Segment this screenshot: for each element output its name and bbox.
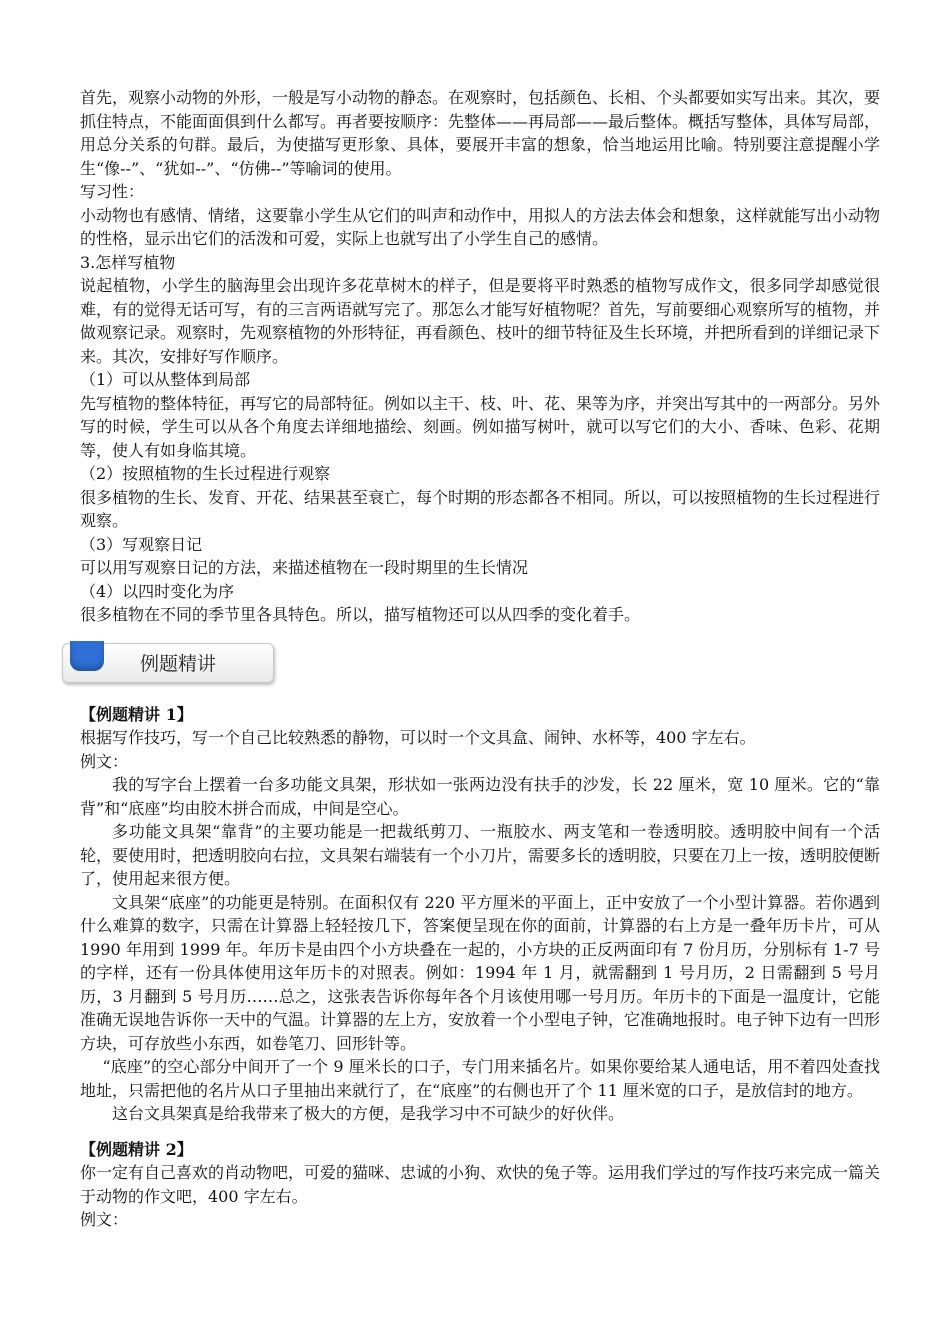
section-badge-icon (70, 641, 104, 671)
example-1-paragraph-3: 文具架“底座”的功能更是特别。在面积仅有 220 平方厘米的平面上，正中安放了一个小型计算器。若你遇到什么难算的数字，只需在计算器上轻轻按几下，答案便呈现在你的面前，计算器的右上方是一叠年历卡片，可从 1990 年用到 1999 年。年历卡是由四个小方块叠在一起的，小方块的正反两面印有 7 份月历，分别标有 1-7 号的字样，还有一份具体使用这年历卡的对照表。例如：1994 年 1 月，就需翻到 1 号月历，2 日需翻到 5 号月历，3 月翻到 5 号月历……总之，这张表告诉你每年各个月该使用哪一号月历。年历卡的下面是一温度计，它能准确无误地告诉你一天中的气温。计算器的左上方，安放着一个小型电子钟，它准确地报时。电子钟下边有一凹形方块，可存放些小东西，如卷笔刀、回形针等。 (80, 892, 881, 1053)
example-1-prompt: 根据写作技巧，写一个自己比较熟悉的静物，可以时一个文具盒、闹钟、水杯等，400 字左右。 (80, 728, 756, 747)
section-header (62, 643, 880, 687)
intro-paragraph-11: 可以用写观察日记的方法，来描述植物在一段时期里的生长情况 (80, 558, 529, 577)
intro-item-3: （3）写观察日记 (80, 534, 203, 554)
intro-item-4: （4）以四时变化为序 (80, 581, 235, 601)
example-1-paragraph-1: 我的写字台上摆着一台多功能文具架，形状如一张两边没有扶手的沙发，长 22 厘米，宽 10 厘米。它的“靠背”和“底座”均由胶木拼合而成，中间是空心。 (80, 775, 880, 818)
example-1-paragraph-2: 多功能文具架“靠背”的主要功能是一把裁纸剪刀、一瓶胶水、两支笔和一卷透明胶。透明胶中间有一个活轮，要使用时，把透明胶向右拉，文具架右端装有一个小刀片，需要多长的透明胶，只要在刀上一按，透明胶便断了，使用起来很方便。 (80, 822, 881, 888)
example-2-title: 【例题精讲 2】 (80, 1139, 193, 1159)
intro-heading-plants: 3.怎样写植物 (80, 252, 176, 272)
intro-paragraph-5: 说起植物，小学生的脑海里会出现许多花草树木的样子，但是要将平时熟悉的植物写成作文，很多同学却感觉很难，有的觉得无话可写，有的三言两语就写完了。那怎么才能写好植物呢？首先，写前要细心观察所写的植物，并做观察记录。观察时，先观察植物的外形特征，再看颜色、枝叶的细节特征及生长环境，并把所看到的详细记录下来。其次，安排好写作顺序。 (80, 276, 881, 366)
intro-paragraph-7: 先写植物的整体特征，再写它的局部特征。例如以主干、枝、叶、花、果等为序，并突出写其中的一两部分。另外写的时候，学生可以从各个角度去详细地描绘、刻画。例如描写树叶，就可以写它们的大小、香味、色彩、花期等，使人有如身临其境。 (80, 393, 881, 460)
intro-paragraph-1: 首先，观察小动物的外形，一般是写小动物的静态。在观察时，包括颜色、长相、个头都要如实写出来。其次，要抓住特点，不能面面俱到什么都写。再者要按顺序：先整体——再局部——最后整体。概括写整体，具体写局部，用总分关系的句群。最后，为使描写更形象、具体，要展开丰富的想象，恰当地运用比喻。特别要注意提醒小学生“像--”、“犹如--”、“仿佛--”等喻词的使用。 (80, 88, 881, 178)
example-2-prompt: 你一定有自己喜欢的肖动物吧，可爱的猫咪、忠诚的小狗、欢快的兔子等。运用我们学过的写作技巧来完成一篇关于动物的作文吧，400 字左右。 (80, 1163, 881, 1206)
example-1-label: 例文： (80, 751, 129, 771)
example-1-title: 【例题精讲 1】 (80, 704, 193, 724)
document-page (80, 86, 880, 1232)
intro-item-2: （2）按照植物的生长过程进行观察 (80, 464, 331, 483)
example-2-label: 例文： (80, 1210, 129, 1229)
intro-paragraph-2: 写习性： (80, 182, 145, 201)
intro-paragraph-13: 很多植物在不同的季节里各具特色。所以，描写植物还可以从四季的变化着手。 (80, 605, 641, 624)
section-header-title: 例题精讲 (140, 652, 217, 675)
spacer (80, 1126, 880, 1138)
intro-item-1: （1）可以从整体到局部 (80, 370, 251, 389)
intro-paragraph-9: 很多植物的生长、发育、开花、结果甚至衰亡，每个时期的形态都各不相同。所以，可以按照植物的生长过程进行观察。 (80, 487, 881, 530)
example-1-paragraph-4: “底座”的空心部分中间开了一个 9 厘米长的口子，专门用来插名片。如果你要给某人通电话，用不着四处查找地址，只需把他的名片从口子里抽出来就行了，在“底座”的右侧也开了个 11 厘米宽的口子，是放信封的地方。 (80, 1057, 880, 1100)
example-1-paragraph-5: 这台文具架真是给我带来了极大的方便，是我学习中不可缺少的好伙伴。 (112, 1104, 625, 1123)
intro-paragraph-3: 小动物也有感情、情绪，这要靠小学生从它们的叫声和动作中，用拟人的方法去体会和想象，这样就能写出小动物的性格，显示出它们的活泼和可爱，实际上也就写出了小学生自己的感情。 (80, 205, 881, 248)
